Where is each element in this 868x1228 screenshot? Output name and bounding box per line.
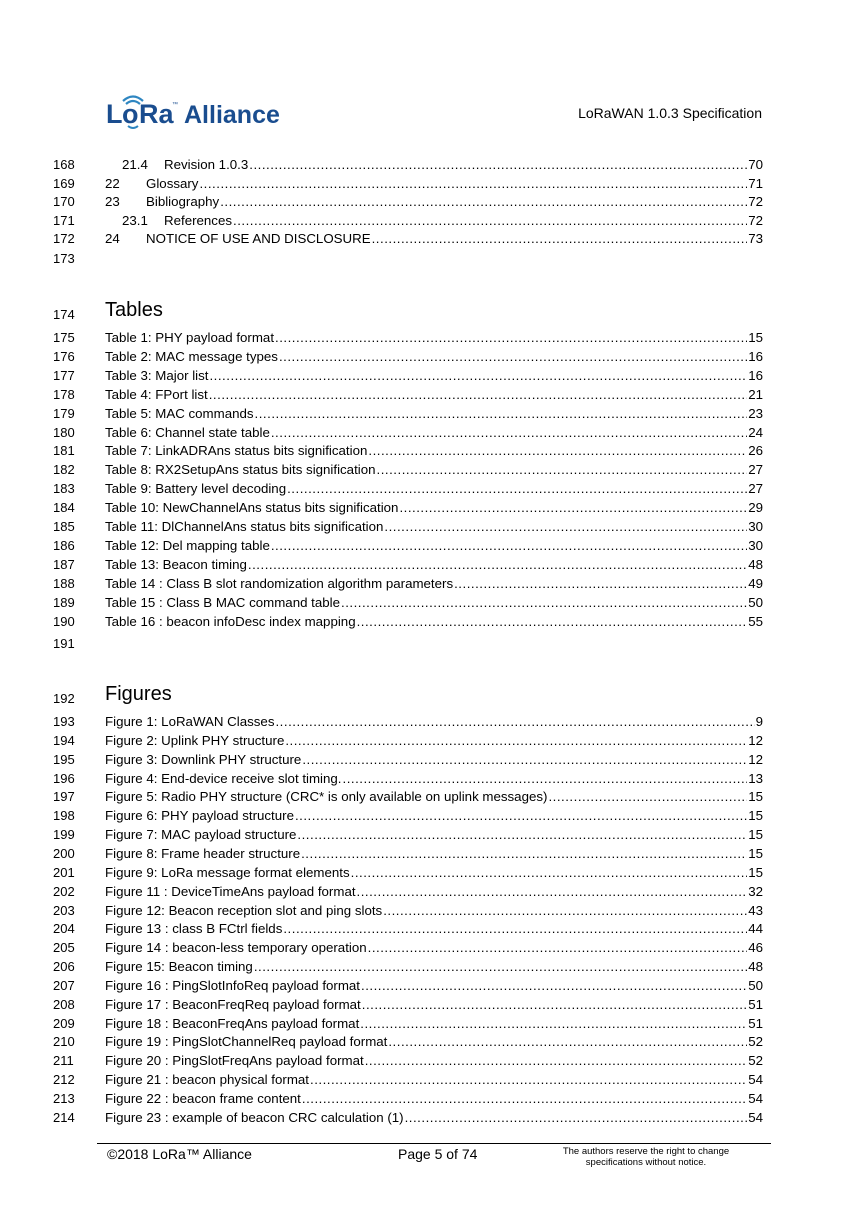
page-number: 55 xyxy=(748,613,763,629)
section-number: 23.1 xyxy=(122,212,148,228)
line-number: 197 xyxy=(53,789,75,805)
line-number: 174 xyxy=(53,307,75,322)
page-number: 12 xyxy=(748,751,763,767)
entry-label: Figure 14 : beacon-less temporary operation xyxy=(105,940,367,956)
page-number: 54 xyxy=(748,1072,763,1088)
leader-dots xyxy=(275,330,747,346)
leader-dots xyxy=(233,213,747,229)
line-number: 207 xyxy=(53,977,75,993)
line-number: 206 xyxy=(53,959,75,975)
line-number: 205 xyxy=(53,940,75,956)
leader-dots xyxy=(377,462,748,478)
entry-label: Figure 3: Downlink PHY structure xyxy=(105,751,302,767)
line-number: 211 xyxy=(53,1053,74,1069)
line-number: 191 xyxy=(53,636,75,651)
line-number: 186 xyxy=(53,537,75,553)
leader-dots xyxy=(548,789,747,805)
entry-label: Table 15 : Class B MAC command table xyxy=(105,594,341,610)
blank-line[interactable] xyxy=(0,636,868,652)
page-number: 50 xyxy=(748,977,763,993)
entry-label: Figure 20 : PingSlotFreqAns payload format xyxy=(105,1053,364,1069)
footer-copyright: ©2018 LoRa™ Alliance xyxy=(107,1146,252,1162)
entry-label: Table 4: FPort list xyxy=(105,386,208,402)
leader-dots xyxy=(310,1072,747,1088)
line-number: 192 xyxy=(53,691,75,706)
figure-list-entry[interactable] xyxy=(0,1034,868,1050)
leader-dots xyxy=(368,940,748,956)
figure-list-entry[interactable] xyxy=(0,997,868,1013)
toc-entry[interactable] xyxy=(0,231,868,247)
svg-text:Ra: Ra xyxy=(139,99,174,129)
line-number: 171 xyxy=(53,212,75,228)
footer-notice-line: specifications without notice. xyxy=(585,1157,707,1168)
line-number: 195 xyxy=(53,751,75,767)
leader-dots xyxy=(365,1053,748,1069)
tables-heading-row xyxy=(0,299,868,331)
page-number: 48 xyxy=(748,556,763,572)
leader-dots xyxy=(301,846,747,862)
leader-dots xyxy=(220,194,747,210)
header-title: LoRaWAN 1.0.3 Specification xyxy=(578,105,762,121)
entry-label: Bibliography xyxy=(146,194,220,209)
page-number: 29 xyxy=(748,500,763,516)
entry-label: Table 7: LinkADRAns status bits signification xyxy=(105,443,368,459)
toc-entry[interactable] xyxy=(0,157,868,173)
leader-dots xyxy=(209,368,747,384)
page-number: 26 xyxy=(748,443,763,459)
page-number: 70 xyxy=(748,157,763,172)
figure-list-entry[interactable] xyxy=(0,789,868,805)
svg-text:L: L xyxy=(106,99,123,129)
figure-list-entry[interactable] xyxy=(0,808,868,824)
entry-label: NOTICE OF USE AND DISCLOSURE xyxy=(146,231,371,246)
entry-label: Figure 23 : example of beacon CRC calculation (1) xyxy=(105,1109,404,1125)
table-list-entry[interactable] xyxy=(0,368,868,384)
tables-heading: Tables xyxy=(105,299,163,321)
page-number: 9 xyxy=(755,714,763,729)
page-number: 54 xyxy=(748,1109,763,1125)
entry-label: Table 13: Beacon timing xyxy=(105,556,247,572)
line-number: 210 xyxy=(53,1034,75,1050)
section-number: 21.4 xyxy=(122,157,148,172)
page-number: 72 xyxy=(748,212,763,228)
line-number: 178 xyxy=(53,386,75,402)
page-number: 72 xyxy=(748,194,763,209)
line-number: 203 xyxy=(53,902,75,918)
line-number: 169 xyxy=(53,175,75,191)
table-list-entry[interactable] xyxy=(0,481,868,497)
line-number: 185 xyxy=(53,519,75,534)
leader-dots xyxy=(283,921,747,937)
table-list-entry[interactable] xyxy=(0,349,868,365)
leader-dots xyxy=(249,157,747,173)
table-list-entry[interactable] xyxy=(0,406,868,422)
leader-dots xyxy=(275,714,754,730)
page-number: 21 xyxy=(748,386,763,402)
figure-list-entry[interactable] xyxy=(0,903,868,919)
line-number: 184 xyxy=(53,500,75,516)
entry-label: Figure 15: Beacon timing xyxy=(105,959,253,975)
figure-list-entry[interactable] xyxy=(0,865,868,881)
svg-text:o: o xyxy=(122,99,139,129)
line-number: 182 xyxy=(53,462,75,478)
footer-notice-line: The authors reserve the right to change xyxy=(562,1146,730,1157)
line-number: 202 xyxy=(53,883,75,899)
line-number: 179 xyxy=(53,405,75,421)
entry-label: Figure 13 : class B FCtrl fields xyxy=(105,921,283,937)
figure-list-entry[interactable] xyxy=(0,714,868,730)
line-number: 188 xyxy=(53,575,75,591)
entry-label: Table 2: MAC message types xyxy=(105,348,278,364)
figure-list-entry[interactable] xyxy=(0,1072,868,1088)
line-number: 183 xyxy=(53,481,75,497)
entry-label: Table 6: Channel state table xyxy=(105,424,270,440)
entry-label: Table 10: NewChannelAns status bits signification xyxy=(105,500,399,516)
table-list-entry[interactable] xyxy=(0,595,868,611)
blank-line[interactable] xyxy=(0,251,868,267)
leader-dots xyxy=(271,425,747,441)
page-number: 30 xyxy=(748,519,763,534)
line-number: 200 xyxy=(53,845,75,861)
line-number: 204 xyxy=(53,921,75,937)
leader-dots xyxy=(361,978,747,994)
leader-dots xyxy=(368,443,747,459)
leader-dots xyxy=(372,231,748,247)
leader-dots xyxy=(383,903,747,919)
leader-dots xyxy=(351,865,748,881)
page-number: 52 xyxy=(748,1034,763,1050)
page-number: 15 xyxy=(748,330,763,345)
entry-label: Figure 18 : BeaconFreqAns payload format xyxy=(105,1015,360,1031)
page-number: 49 xyxy=(748,575,763,591)
line-number: 194 xyxy=(53,732,75,748)
entry-label: Figure 8: Frame header structure xyxy=(105,845,301,861)
leader-dots xyxy=(341,595,747,611)
entry-label: Figure 2: Uplink PHY structure xyxy=(105,732,285,748)
toc-entry[interactable] xyxy=(0,213,868,229)
line-number: 173 xyxy=(53,251,75,266)
leader-dots xyxy=(302,1091,747,1107)
leader-dots xyxy=(279,349,747,365)
line-number: 198 xyxy=(53,808,75,824)
line-number: 209 xyxy=(53,1015,75,1031)
entry-label: Table 11: DlChannelAns status bits signification xyxy=(105,519,384,534)
page-number: 24 xyxy=(748,424,763,440)
entry-label: Figure 9: LoRa message format elements xyxy=(105,864,350,880)
page-number: 51 xyxy=(748,996,763,1012)
table-list-entry[interactable] xyxy=(0,330,868,346)
table-list-entry[interactable] xyxy=(0,576,868,592)
leader-dots xyxy=(285,733,747,749)
page-number: 15 xyxy=(748,845,763,861)
section-number: 24 xyxy=(105,231,120,246)
figure-list-entry[interactable] xyxy=(0,752,868,768)
page-number: 50 xyxy=(748,594,763,610)
svg-text:Alliance: Alliance xyxy=(184,101,280,129)
table-list-entry[interactable] xyxy=(0,614,868,630)
line-number: 189 xyxy=(53,594,75,610)
page-number: 23 xyxy=(748,405,763,421)
table-list-entry[interactable] xyxy=(0,425,868,441)
line-number: 199 xyxy=(53,827,75,843)
page-number: 46 xyxy=(748,940,763,956)
entry-label: Figure 12: Beacon reception slot and ping slots xyxy=(105,902,383,918)
leader-dots xyxy=(388,1034,747,1050)
section-number: 22 xyxy=(105,175,120,191)
figures-heading-row xyxy=(0,683,868,715)
page-number: 12 xyxy=(748,732,763,748)
entry-label: Glossary xyxy=(146,175,199,191)
table-list-entry[interactable] xyxy=(0,538,868,554)
line-number: 212 xyxy=(53,1072,75,1088)
leader-dots xyxy=(297,827,747,843)
line-number: 201 xyxy=(53,864,75,880)
figure-list-entry[interactable] xyxy=(0,1053,868,1069)
entry-label: References xyxy=(164,212,232,228)
page-number: 13 xyxy=(748,770,763,786)
leader-dots xyxy=(384,519,747,535)
figure-list-entry[interactable] xyxy=(0,1091,868,1107)
page-number: 15 xyxy=(748,789,763,805)
page-number: 15 xyxy=(748,827,763,843)
page-number: 44 xyxy=(748,921,763,937)
entry-label: Table 12: Del mapping table xyxy=(105,537,270,553)
page-number: 71 xyxy=(748,175,763,191)
entry-label: Figure 21 : beacon physical format xyxy=(105,1072,309,1088)
line-number: 170 xyxy=(53,194,75,209)
table-list-entry[interactable] xyxy=(0,557,868,573)
toc-entry[interactable] xyxy=(0,194,868,210)
line-number: 175 xyxy=(53,330,75,345)
figure-list-entry[interactable] xyxy=(0,884,868,900)
entry-label: Figure 16 : PingSlotInfoReq payload format xyxy=(105,977,361,993)
figures-heading: Figures xyxy=(105,683,172,705)
entry-label: Revision 1.0.3 xyxy=(164,157,249,172)
leader-dots xyxy=(271,538,747,554)
figure-list-entry[interactable] xyxy=(0,846,868,862)
leader-dots xyxy=(454,576,747,592)
line-number: 180 xyxy=(53,424,75,440)
entry-label: Table 8: RX2SetupAns status bits signification xyxy=(105,462,376,478)
figure-list-entry[interactable] xyxy=(0,1016,868,1032)
page-number: 54 xyxy=(748,1091,763,1106)
page-number: 32 xyxy=(748,883,763,899)
leader-dots xyxy=(362,997,747,1013)
page-number: 73 xyxy=(748,231,763,246)
line-number: 193 xyxy=(53,714,75,729)
entry-label: Table 9: Battery level decoding xyxy=(105,481,287,497)
table-list-entry[interactable] xyxy=(0,443,868,459)
entry-label: Figure 1: LoRaWAN Classes xyxy=(105,714,275,729)
leader-dots xyxy=(405,1110,748,1126)
leader-dots xyxy=(255,406,748,422)
entry-label: Figure 7: MAC payload structure xyxy=(105,827,297,843)
leader-dots xyxy=(287,481,747,497)
leader-dots xyxy=(295,808,747,824)
entry-label: Figure 17 : BeaconFreqReq payload format xyxy=(105,996,361,1012)
line-number: 176 xyxy=(53,348,75,364)
line-number: 187 xyxy=(53,556,75,572)
entry-label: Figure 6: PHY payload structure xyxy=(105,808,294,824)
page-number: 27 xyxy=(748,481,763,497)
page-number: 15 xyxy=(748,808,763,824)
entry-label: Table 14 : Class B slot randomization algorithm parameters xyxy=(105,575,454,591)
leader-dots xyxy=(399,500,747,516)
page-number: 27 xyxy=(748,462,763,478)
figure-list-entry[interactable] xyxy=(0,771,868,787)
page-number: 51 xyxy=(748,1015,763,1031)
entry-label: Figure 4: End-device receive slot timing. xyxy=(105,770,342,786)
line-number: 213 xyxy=(53,1091,75,1106)
figure-list-entry[interactable] xyxy=(0,940,868,956)
leader-dots xyxy=(209,387,747,403)
page-number: 43 xyxy=(748,902,763,918)
page-number: 52 xyxy=(748,1053,763,1069)
leader-dots xyxy=(199,176,747,192)
figure-list-entry[interactable] xyxy=(0,921,868,937)
footer-notice xyxy=(528,1146,764,1168)
footer-page-number: Page 5 of 74 xyxy=(398,1146,478,1162)
line-number: 196 xyxy=(53,770,75,786)
lora-alliance-logo xyxy=(106,92,290,132)
leader-dots xyxy=(248,557,747,573)
entry-label: Table 3: Major list xyxy=(105,367,209,383)
leader-dots xyxy=(360,1016,747,1032)
table-list-entry[interactable] xyxy=(0,500,868,516)
leader-dots xyxy=(343,771,748,787)
leader-dots xyxy=(254,959,747,975)
line-number: 181 xyxy=(53,443,75,459)
page-number: 16 xyxy=(748,348,763,364)
entry-label: Table 1: PHY payload format xyxy=(105,330,275,345)
line-number: 168 xyxy=(53,157,75,172)
page-number: 48 xyxy=(748,959,763,975)
toc-entry[interactable] xyxy=(0,176,868,192)
page-number: 15 xyxy=(748,864,763,880)
figure-list-entry[interactable] xyxy=(0,1110,868,1126)
line-number: 190 xyxy=(53,613,75,629)
entry-label: Table 5: MAC commands xyxy=(105,405,254,421)
leader-dots xyxy=(357,884,748,900)
table-list-entry[interactable] xyxy=(0,519,868,535)
line-number: 214 xyxy=(53,1109,75,1125)
line-number: 177 xyxy=(53,367,75,383)
entry-label: Table 16 : beacon infoDesc index mapping xyxy=(105,613,356,629)
page-number: 16 xyxy=(748,367,763,383)
figure-list-entry[interactable] xyxy=(0,733,868,749)
page-number: 30 xyxy=(748,537,763,553)
leader-dots xyxy=(357,614,748,630)
section-number: 23 xyxy=(105,194,120,209)
leader-dots xyxy=(302,752,747,768)
line-number: 208 xyxy=(53,996,75,1012)
figure-list-entry[interactable] xyxy=(0,978,868,994)
entry-label: Figure 22 : beacon frame content xyxy=(105,1091,301,1106)
svg-text:™: ™ xyxy=(172,102,178,108)
figure-list-entry[interactable] xyxy=(0,827,868,843)
entry-label: Figure 5: Radio PHY structure (CRC* is only available on uplink messages) xyxy=(105,789,548,805)
figure-list-entry[interactable] xyxy=(0,959,868,975)
table-list-entry[interactable] xyxy=(0,387,868,403)
table-list-entry[interactable] xyxy=(0,462,868,478)
lora-logo-icon xyxy=(106,92,290,132)
entry-label: Figure 11 : DeviceTimeAns payload format xyxy=(105,883,356,899)
line-number: 172 xyxy=(53,231,75,246)
footer-divider xyxy=(97,1143,771,1144)
entry-label: Figure 19 : PingSlotChannelReq payload format xyxy=(105,1034,388,1050)
